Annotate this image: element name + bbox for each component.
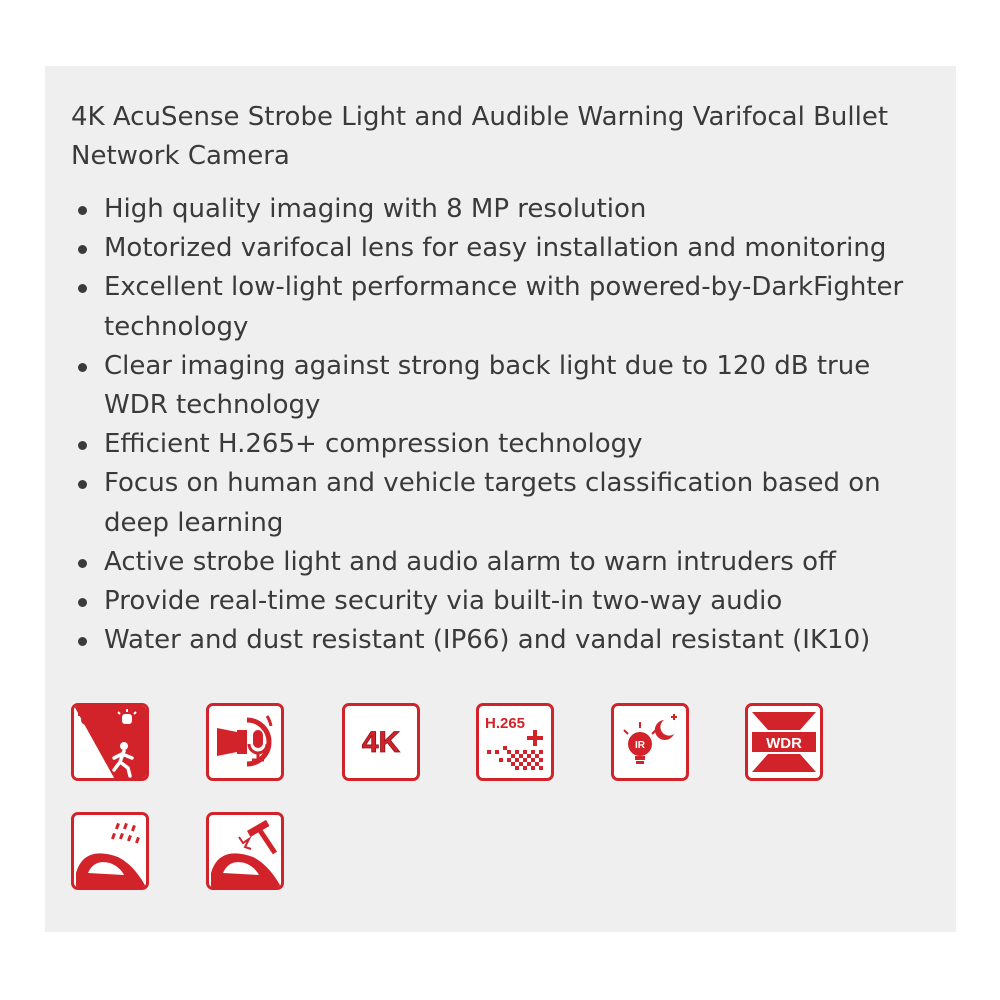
feature-text: Focus on human and vehicle targets classification based on deep learning bbox=[104, 468, 881, 538]
feature-item bbox=[73, 543, 933, 582]
feature-item bbox=[73, 268, 933, 346]
feature-item bbox=[73, 190, 933, 229]
ir-label: IR bbox=[635, 740, 645, 751]
feature-text: Clear imaging against strong back light due to 120 dB true WDR technology bbox=[104, 350, 871, 421]
feature-text: Efficient H.265+ compression technology bbox=[104, 429, 643, 460]
wdr-icon bbox=[745, 703, 823, 781]
bullet-icon bbox=[78, 637, 87, 646]
product-title: 4K AcuSense Strobe Light and Audible Warning Varifocal Bullet Network Camera bbox=[71, 102, 889, 171]
ip66-water-resistant-icon bbox=[71, 812, 149, 890]
bullet-icon bbox=[78, 363, 87, 372]
feature-item bbox=[73, 582, 933, 621]
wdr-label: WDR bbox=[766, 735, 802, 752]
h265-label: H.265 bbox=[485, 715, 526, 732]
two-way-audio-icon bbox=[206, 703, 284, 781]
product-description-panel bbox=[45, 66, 956, 932]
feature-item bbox=[73, 621, 933, 660]
feature-text: High quality imaging with 8 MP resolution bbox=[104, 194, 647, 224]
4k-label: 4K bbox=[361, 726, 401, 759]
feature-text: Motorized varifocal lens for easy installation and monitoring bbox=[104, 233, 887, 264]
bullet-icon bbox=[78, 441, 87, 450]
feature-text: Excellent low-light performance with powered-by-DarkFighter technology bbox=[104, 272, 904, 342]
bullet-icon bbox=[78, 284, 87, 293]
feature-item bbox=[73, 425, 933, 464]
bullet-icon bbox=[78, 245, 87, 254]
feature-text: Water and dust resistant (IP66) and vandal resistant (IK10) bbox=[104, 625, 871, 656]
feature-list bbox=[73, 190, 933, 660]
bullet-icon bbox=[78, 206, 87, 215]
strobe-alarm-intruder-icon bbox=[71, 703, 149, 781]
feature-item bbox=[73, 464, 933, 542]
ir-night-vision-icon bbox=[611, 703, 689, 781]
bullet-icon bbox=[78, 559, 87, 568]
feature-text: Provide real-time security via built-in two-way audio bbox=[104, 586, 783, 617]
ik10-vandal-resistant-icon bbox=[206, 812, 284, 890]
4k-resolution-icon bbox=[342, 703, 420, 781]
feature-item bbox=[73, 347, 933, 425]
bullet-icon bbox=[78, 598, 87, 607]
bullet-icon bbox=[78, 480, 87, 489]
h265-plus-icon bbox=[476, 703, 554, 781]
feature-item bbox=[73, 229, 933, 268]
feature-text: Active strobe light and audio alarm to warn intruders off bbox=[104, 546, 836, 577]
